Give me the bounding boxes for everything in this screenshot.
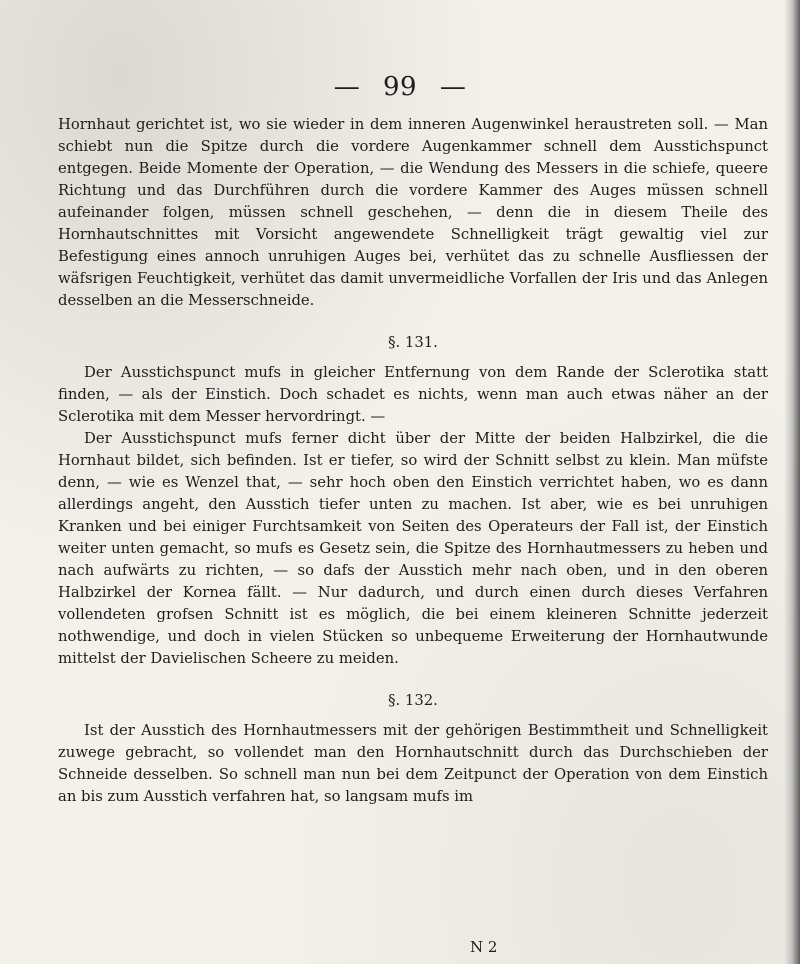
section-heading-132: §. 132.: [388, 692, 438, 709]
page-number: 99: [382, 72, 418, 102]
header-dash-left: —: [333, 72, 361, 102]
page-content: [58, 114, 768, 808]
signature-mark: N 2: [470, 938, 498, 956]
page-header: [0, 72, 800, 102]
section-131-paragraph-2: Der Ausstichspunct mufs ferner dicht über der Mitte der beiden Halbzirkel, die die Hornhaut bildet, sich befinden. Ist er tiefer, so wird der Schnitt selbst zu klein. Man müfste denn, — wie es Wenzel that, — sehr hoch oben den Einstich verrichtet haben, wo es dann allerdings angeht, den Ausstich tiefer unten zu machen. Ist aber, wie es bei unruhigen Kranken und bei einiger Furchtsamkeit von Seiten des Operateurs der Fall ist, der Einstich weiter unten gemacht, so mufs es Gesetz sein, die Spitze des Hornhautmessers zu heben und nach aufwärts zu richten, — so dafs der Ausstich mehr nach oben, und in den oberen Halbzirkel der Kornea fällt. — Nur dadurch, und durch einen durch dieses Verfahren vollendeten grofsen Schnitt ist es möglich, die bei einem kleineren Schnitte jederzeit nothwendige, und doch in vielen Stücken so unbequeme Erweiterung der Hornhautwunde mittelst der Davielischen Scheere zu meiden.: [58, 430, 768, 667]
header-dash-right: —: [439, 72, 467, 102]
section-132-paragraph-1: Ist der Ausstich des Hornhautmessers mit der gehörigen Bestimmtheit und Schnelligkeit zuwege gebracht, so vollendet man den Hornhautschnitt durch das Durchschieben der Schneide desselben. So schnell man nun bei dem Zeitpunct der Operation von dem Einstich an bis zum Ausstich verfahren hat, so langsam mufs im: [58, 722, 768, 805]
page-edge-shadow: [784, 0, 800, 964]
intro-paragraph: Hornhaut gerichtet ist, wo sie wieder in dem inneren Augenwinkel heraustreten soll. — Man schiebt nun die Spitze durch die vordere Augenkammer schnell dem Ausstichspunct entgegen. Beide Momente der Operation, — die Wendung des Messers in die schiefe, queere Richtung und das Durchführen durch die vordere Kammer des Auges müssen schnell aufeinander folgen, müssen schnell geschehen, — denn die in diesem Theile des Hornhautschnittes mit Vorsicht angewendete Schnelligkeit trägt gewaltig viel zur Befestigung eines annoch unruhigen Auges bei, verhütet das zu schnelle Ausfliessen der wäfsrigen Feuchtigkeit, verhütet das damit unvermeidliche Vorfallen der Iris und das Anlegen desselben an die Messerschneide.: [58, 116, 768, 309]
section-heading-131: §. 131.: [388, 334, 438, 351]
section-131-paragraph-1: Der Ausstichspunct mufs in gleicher Entfernung von dem Rande der Sclerotika statt finden, — als der Einstich. Doch schadet es nichts, wenn man auch etwas näher an der Sclerotika mit dem Messer hervordringt. —: [58, 364, 768, 425]
